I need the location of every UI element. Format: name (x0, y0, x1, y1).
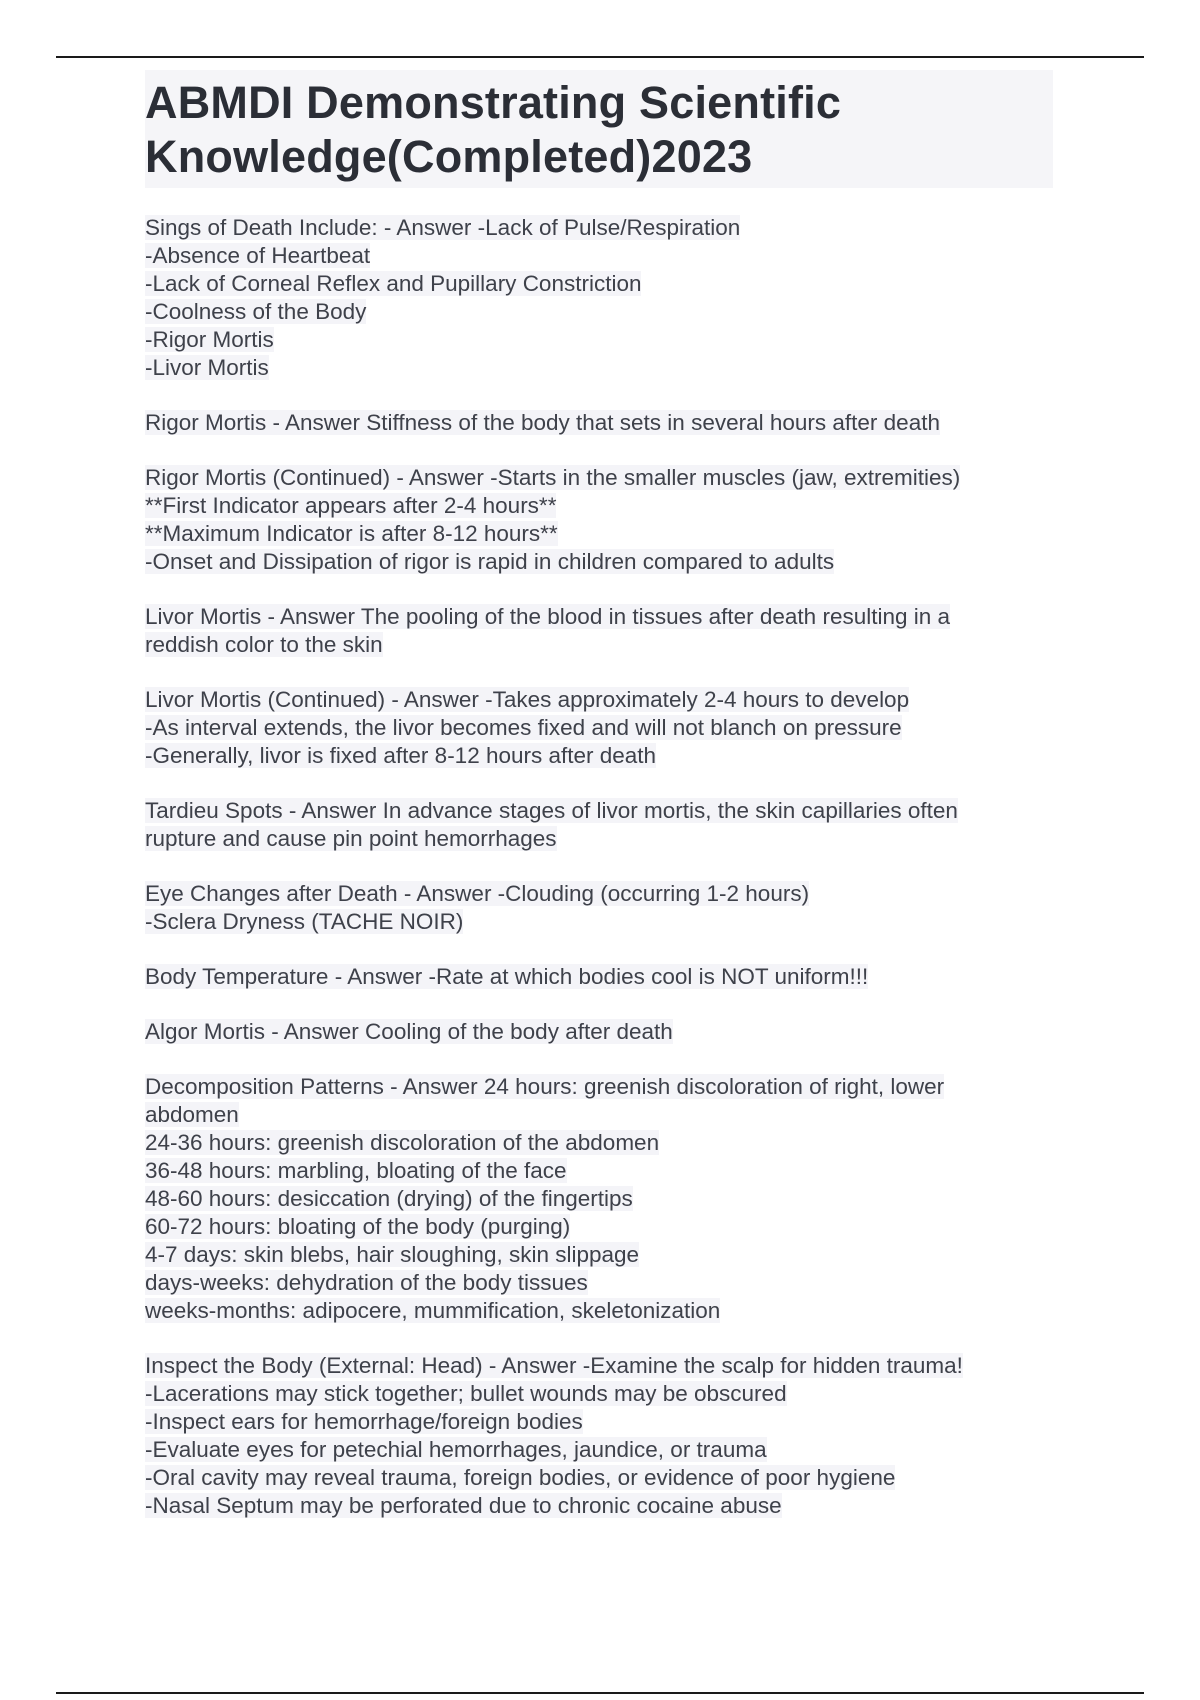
line-text: -Onset and Dissipation of rigor is rapid in children compared to adults (145, 549, 835, 574)
line-text: 24-36 hours: greenish discoloration of the abdomen (145, 1130, 660, 1155)
line-text: 60-72 hours: bloating of the body (purging) (145, 1214, 571, 1239)
line-text: Eye Changes after Death - Answer -Clouding (occurring 1-2 hours) (145, 881, 810, 906)
line-text: Body Temperature - Answer -Rate at which bodies cool is NOT uniform!!! (145, 964, 869, 989)
line-text: Livor Mortis - Answer The pooling of the blood in tissues after death resulting in a (145, 604, 951, 629)
line-text: 4-7 days: skin blebs, hair sloughing, skin slippage (145, 1242, 640, 1267)
qa-question-line (145, 963, 1055, 991)
qa-answer-line (145, 1297, 1055, 1325)
qa-answer-line (145, 714, 1055, 742)
line-text: Rigor Mortis (Continued) - Answer -Starts in the smaller muscles (jaw, extremities) (145, 465, 961, 490)
qa-answer-line (145, 1101, 1055, 1129)
line-text: 36-48 hours: marbling, bloating of the face (145, 1158, 567, 1183)
qa-answer-line (145, 908, 1055, 936)
title-line: ABMDI Demonstrating Scientific (145, 77, 842, 128)
qa-entry (145, 880, 1055, 936)
line-text: Decomposition Patterns - Answer 24 hours: greenish discoloration of right, lower (145, 1074, 945, 1099)
qa-question-line (145, 1018, 1055, 1046)
line-text: -Inspect ears for hemorrhage/foreign bodies (145, 1409, 583, 1434)
qa-answer-line (145, 354, 1055, 382)
line-text: Rigor Mortis - Answer Stiffness of the body that sets in several hours after death (145, 410, 940, 435)
qa-answer-line (145, 825, 1055, 853)
qa-question-line (145, 214, 1055, 242)
line-text: Livor Mortis (Continued) - Answer -Takes approximately 2-4 hours to develop (145, 687, 910, 712)
qa-answer-line (145, 631, 1055, 659)
line-text: Tardieu Spots - Answer In advance stages of livor mortis, the skin capillaries often (145, 798, 958, 823)
line-text: rupture and cause pin point hemorrhages (145, 826, 557, 851)
qa-answer-line (145, 270, 1055, 298)
qa-answer-line (145, 242, 1055, 270)
line-text: Algor Mortis - Answer Cooling of the body after death (145, 1019, 673, 1044)
qa-answer-line (145, 520, 1055, 548)
qa-answer-line (145, 1157, 1055, 1185)
qa-entry (145, 464, 1055, 576)
qa-answer-line (145, 492, 1055, 520)
top-rule (56, 56, 1144, 58)
qa-entry (145, 214, 1055, 382)
line-text: -Lack of Corneal Reflex and Pupillary Constriction (145, 271, 642, 296)
qa-answer-line (145, 298, 1055, 326)
qa-answer-line (145, 1436, 1055, 1464)
line-text: -Sclera Dryness (TACHE NOIR) (145, 909, 464, 934)
qa-entry (145, 797, 1055, 853)
qa-entry (145, 963, 1055, 991)
line-text: weeks-months: adipocere, mummification, skeletonization (145, 1298, 721, 1323)
document-title (145, 70, 1053, 188)
qa-answer-line (145, 742, 1055, 770)
qa-question-line (145, 686, 1055, 714)
qa-answer-line (145, 1380, 1055, 1408)
qa-answer-line (145, 326, 1055, 354)
line-text: 48-60 hours: desiccation (drying) of the fingertips (145, 1186, 633, 1211)
qa-entry (145, 1018, 1055, 1046)
qa-question-line (145, 797, 1055, 825)
line-text: Sings of Death Include: - Answer -Lack of Pulse/Respiration (145, 215, 741, 240)
line-text: -Lacerations may stick together; bullet wounds may be obscured (145, 1381, 787, 1406)
line-text: -Absence of Heartbeat (145, 243, 371, 268)
bottom-rule (56, 1692, 1144, 1694)
qa-answer-line (145, 1269, 1055, 1297)
document-body (145, 70, 1055, 1547)
qa-entry (145, 1073, 1055, 1325)
line-text: -Coolness of the Body (145, 299, 367, 324)
line-text: -Oral cavity may reveal trauma, foreign bodies, or evidence of poor hygiene (145, 1465, 896, 1490)
line-text: -As interval extends, the livor becomes fixed and will not blanch on pressure (145, 715, 902, 740)
line-text: days-weeks: dehydration of the body tissues (145, 1270, 588, 1295)
qa-answer-line (145, 1213, 1055, 1241)
line-text: **Maximum Indicator is after 8-12 hours** (145, 521, 558, 546)
line-text: -Generally, livor is fixed after 8-12 hours after death (145, 743, 657, 768)
qa-answer-line (145, 1408, 1055, 1436)
line-text: -Evaluate eyes for petechial hemorrhages, jaundice, or trauma (145, 1437, 767, 1462)
line-text: Inspect the Body (External: Head) - Answer -Examine the scalp for hidden trauma! (145, 1353, 963, 1378)
qa-entry (145, 409, 1055, 437)
qa-answer-line (145, 1129, 1055, 1157)
line-text: -Nasal Septum may be perforated due to chronic cocaine abuse (145, 1493, 782, 1518)
qa-question-line (145, 1073, 1055, 1101)
qa-entry (145, 603, 1055, 659)
qa-question-line (145, 1352, 1055, 1380)
qa-answer-line (145, 1241, 1055, 1269)
title-line: Knowledge(Completed)2023 (145, 131, 753, 182)
qa-entry (145, 686, 1055, 770)
line-text: reddish color to the skin (145, 632, 383, 657)
line-text: -Rigor Mortis (145, 327, 274, 352)
qa-question-line (145, 409, 1055, 437)
qa-answer-line (145, 1185, 1055, 1213)
line-text: abdomen (145, 1102, 239, 1127)
qa-answer-line (145, 1464, 1055, 1492)
qa-entry (145, 1352, 1055, 1520)
qa-question-line (145, 603, 1055, 631)
line-text: **First Indicator appears after 2-4 hours** (145, 493, 557, 518)
line-text: -Livor Mortis (145, 355, 269, 380)
qa-question-line (145, 464, 1055, 492)
qa-list (145, 214, 1055, 1520)
qa-answer-line (145, 1492, 1055, 1520)
qa-answer-line (145, 548, 1055, 576)
qa-question-line (145, 880, 1055, 908)
